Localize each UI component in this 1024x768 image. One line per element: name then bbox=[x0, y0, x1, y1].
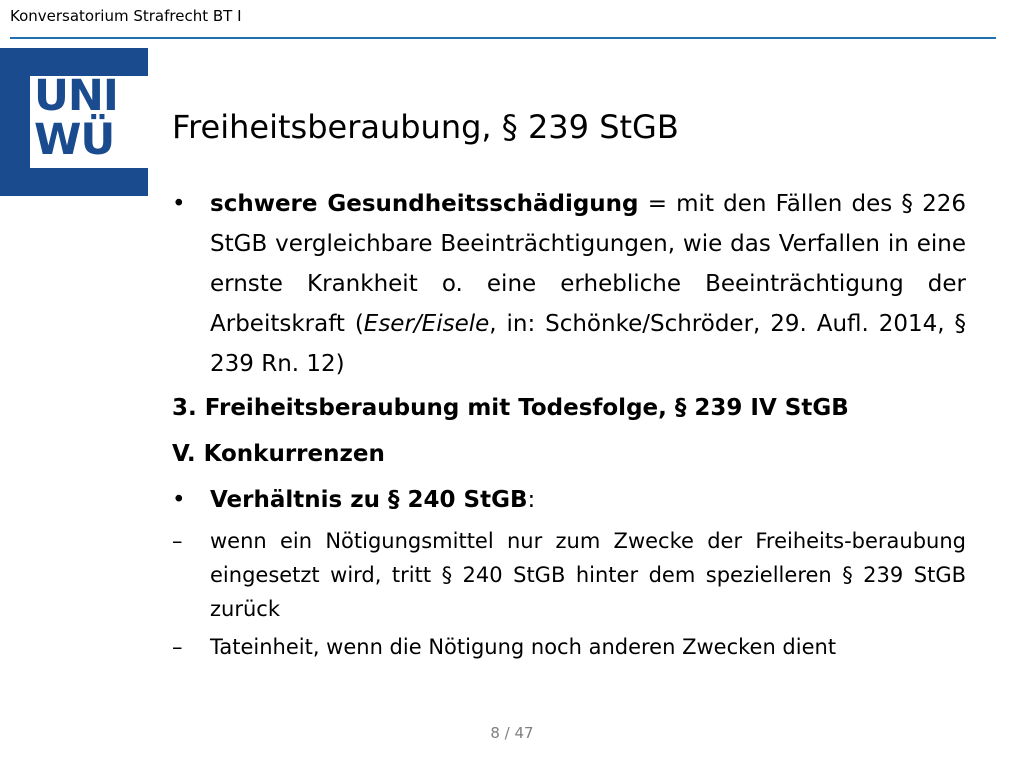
bullet-bold-term: Verhältnis zu § 240 StGB bbox=[210, 487, 528, 513]
header-title: Konversatorium Strafrecht BT I bbox=[10, 7, 242, 25]
bullet-marker: • bbox=[172, 191, 186, 217]
section-heading: V. Konkurrenzen bbox=[172, 441, 385, 467]
logo-line-1: UNI bbox=[34, 71, 118, 121]
logo-line-2: WÜ bbox=[34, 115, 115, 165]
header-rule bbox=[10, 37, 996, 39]
sub-item bbox=[172, 524, 966, 626]
sub-item bbox=[172, 630, 966, 664]
section-heading: 3. Freiheitsberaubung mit Todesfolge, § 239 IV StGB bbox=[172, 395, 849, 421]
bullet-item bbox=[172, 480, 966, 520]
bullet-item bbox=[172, 184, 966, 384]
page-title: Freiheitsberaubung, § 239 StGB bbox=[172, 108, 679, 146]
slide-content bbox=[172, 184, 966, 668]
sub-item-text: wenn ein Nötigungsmittel nur zum Zwecke der Freiheits-beraubung eingesetzt wird, tritt § 240 StGB hinter dem spezielleren § 239 StGB zurück bbox=[210, 529, 966, 621]
bullet-marker: • bbox=[172, 487, 186, 513]
bullet-text: = mit den Fällen des § 226 StGB vergleichbare Beeinträchtigungen, wie das Verfallen in eine ernste Krankheit o. eine erhebliche Beeinträchtigung der Arbeitskraft ( bbox=[210, 191, 966, 337]
bullet-bold-term: schwere Gesundheitsschädigung bbox=[210, 191, 639, 217]
bullet-text-cont: , in: Schönke/Schröder, 29. Aufl. 2014, § 239 Rn. 12) bbox=[210, 311, 966, 377]
university-logo bbox=[0, 48, 148, 196]
sub-item-text: Tateinheit, wenn die Nötigung noch anderen Zwecken dient bbox=[210, 635, 837, 659]
page-number: 8 / 47 bbox=[490, 724, 534, 742]
dash-marker: – bbox=[172, 529, 183, 553]
citation-author: Eser/Eisele bbox=[363, 311, 490, 337]
bullet-suffix: : bbox=[527, 487, 536, 513]
dash-marker: – bbox=[172, 635, 183, 659]
